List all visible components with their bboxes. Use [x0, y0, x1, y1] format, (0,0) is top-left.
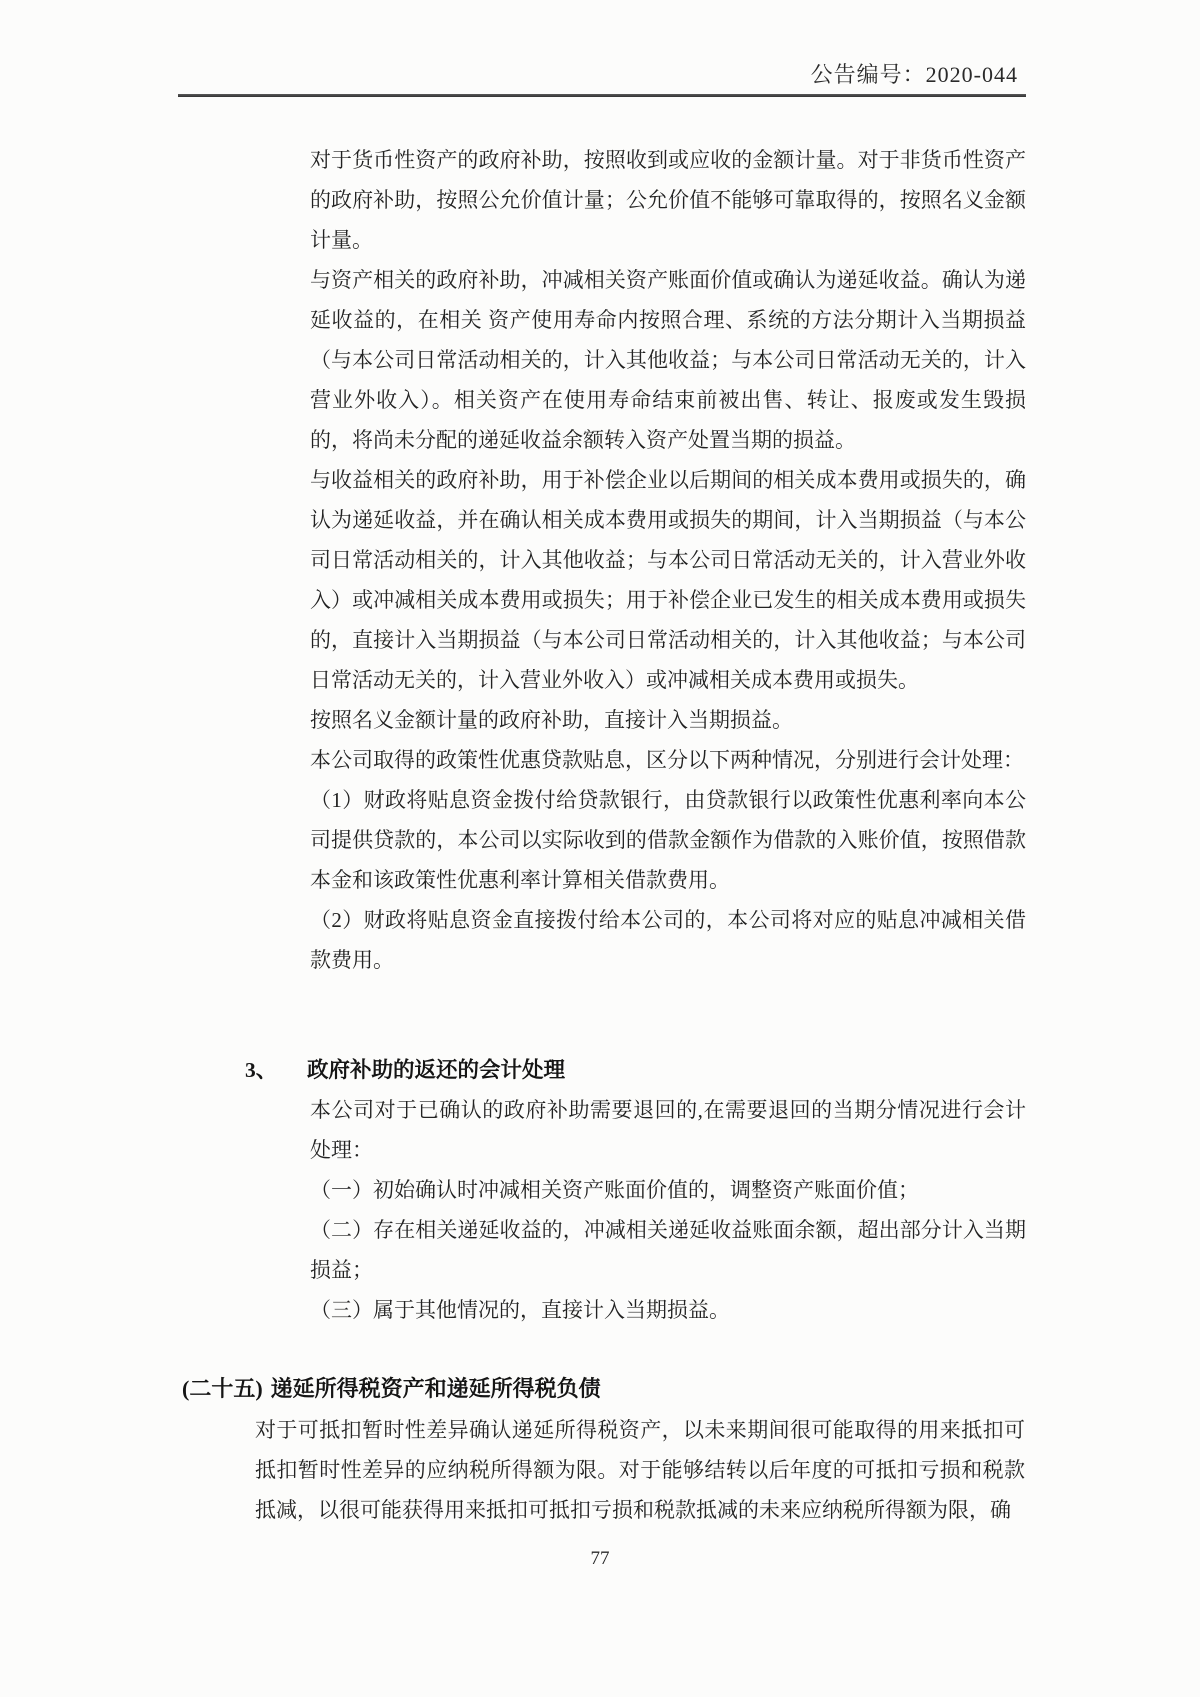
section-25-label: (二十五) — [182, 1376, 263, 1401]
body-paragraph: 与收益相关的政府补助，用于补偿企业以后期间的相关成本费用或损失的，确认为递延收益，并在确认相关成本费用或损失的期间，计入当期损益（与本公司日常活动相关的，计入其他收益；与本公司日常活动无关的，计入营业外收入）或冲减相关成本费用或损失；用于补偿企业已发生的相关成本费用或损失的，直接计入当期损益（与本公司日常活动相关的，计入其他收益；与本公司日常活动无关的，计入营业外收入）或冲减相关成本费用或损失。 — [310, 468, 1026, 692]
page-content — [0, 140, 1200, 1570]
section-25-heading — [182, 1368, 1200, 1410]
body-paragraph: 与资产相关的政府补助，冲减相关资产账面价值或确认为递延收益。确认为递延收益的，在相关 资产使用寿命内按照合理、系统的方法分期计入当期损益（与本公司日常活动相关的，计入其他收益；与本公司日常活动无关的，计入营业外收入）。相关资产在使用寿命结束前被出售、转让、报废或发生毁损的，将尚未分配的递延收益余额转入资产处置当期的损益。 — [310, 268, 1026, 452]
page-number: 77 — [590, 1548, 610, 1569]
body-paragraph: 对于货币性资产的政府补助，按照收到或应收的金额计量。对于非货币性资产的政府补助，按照公允价值计量；公允价值不能够可靠取得的，按照名义金额计量。 — [310, 148, 1026, 252]
section-3-heading — [245, 1050, 1026, 1090]
body-paragraph: 本公司取得的政策性优惠贷款贴息，区分以下两种情况，分别进行会计处理： — [310, 748, 1024, 772]
body-paragraph: 对于可抵扣暂时性差异确认递延所得税资产，以未来期间很可能取得的用来抵扣可抵扣暂时性差异的应纳税所得额为限。对于能够结转以后年度的可抵扣亏损和税款抵减，以很可能获得用来抵扣可抵扣亏损和税款抵减的未来应纳税所得额为限，确 — [255, 1418, 1025, 1522]
header-divider — [178, 94, 1026, 97]
list-item: （一）初始确认时冲减相关资产账面价值的，调整资产账面价值； — [310, 1178, 919, 1202]
list-item: （三）属于其他情况的，直接计入当期损益。 — [310, 1298, 730, 1322]
section-3-number: 3、 — [245, 1058, 278, 1082]
section-3-intro: 本公司对于已确认的政府补助需要退回的,在需要退回的当期分情况进行会计处理： — [310, 1098, 1026, 1162]
main-text-block — [245, 140, 1026, 1330]
section-3-title: 政府补助的返还的会计处理 — [307, 1058, 566, 1082]
body-paragraph: （1）财政将贴息资金拨付给贷款银行，由贷款银行以政策性优惠利率向本公司提供贷款的，本公司以实际收到的借款金额作为借款的入账价值，按照借款本金和该政策性优惠利率计算相关借款费用。 — [310, 788, 1026, 892]
list-item: （二）存在相关递延收益的，冲减相关递延收益账面余额，超出部分计入当期损益； — [310, 1218, 1026, 1282]
section-25-title: 递延所得税资产和递延所得税负债 — [270, 1376, 601, 1401]
section-25-text-block — [255, 1410, 1025, 1530]
announcement-number: 公告编号：2020-044 — [810, 62, 1018, 87]
body-paragraph: 按照名义金额计量的政府补助，直接计入当期损益。 — [310, 708, 793, 732]
body-paragraph: （2）财政将贴息资金直接拨付给本公司的，本公司将对应的贴息冲减相关借款费用。 — [310, 908, 1026, 972]
